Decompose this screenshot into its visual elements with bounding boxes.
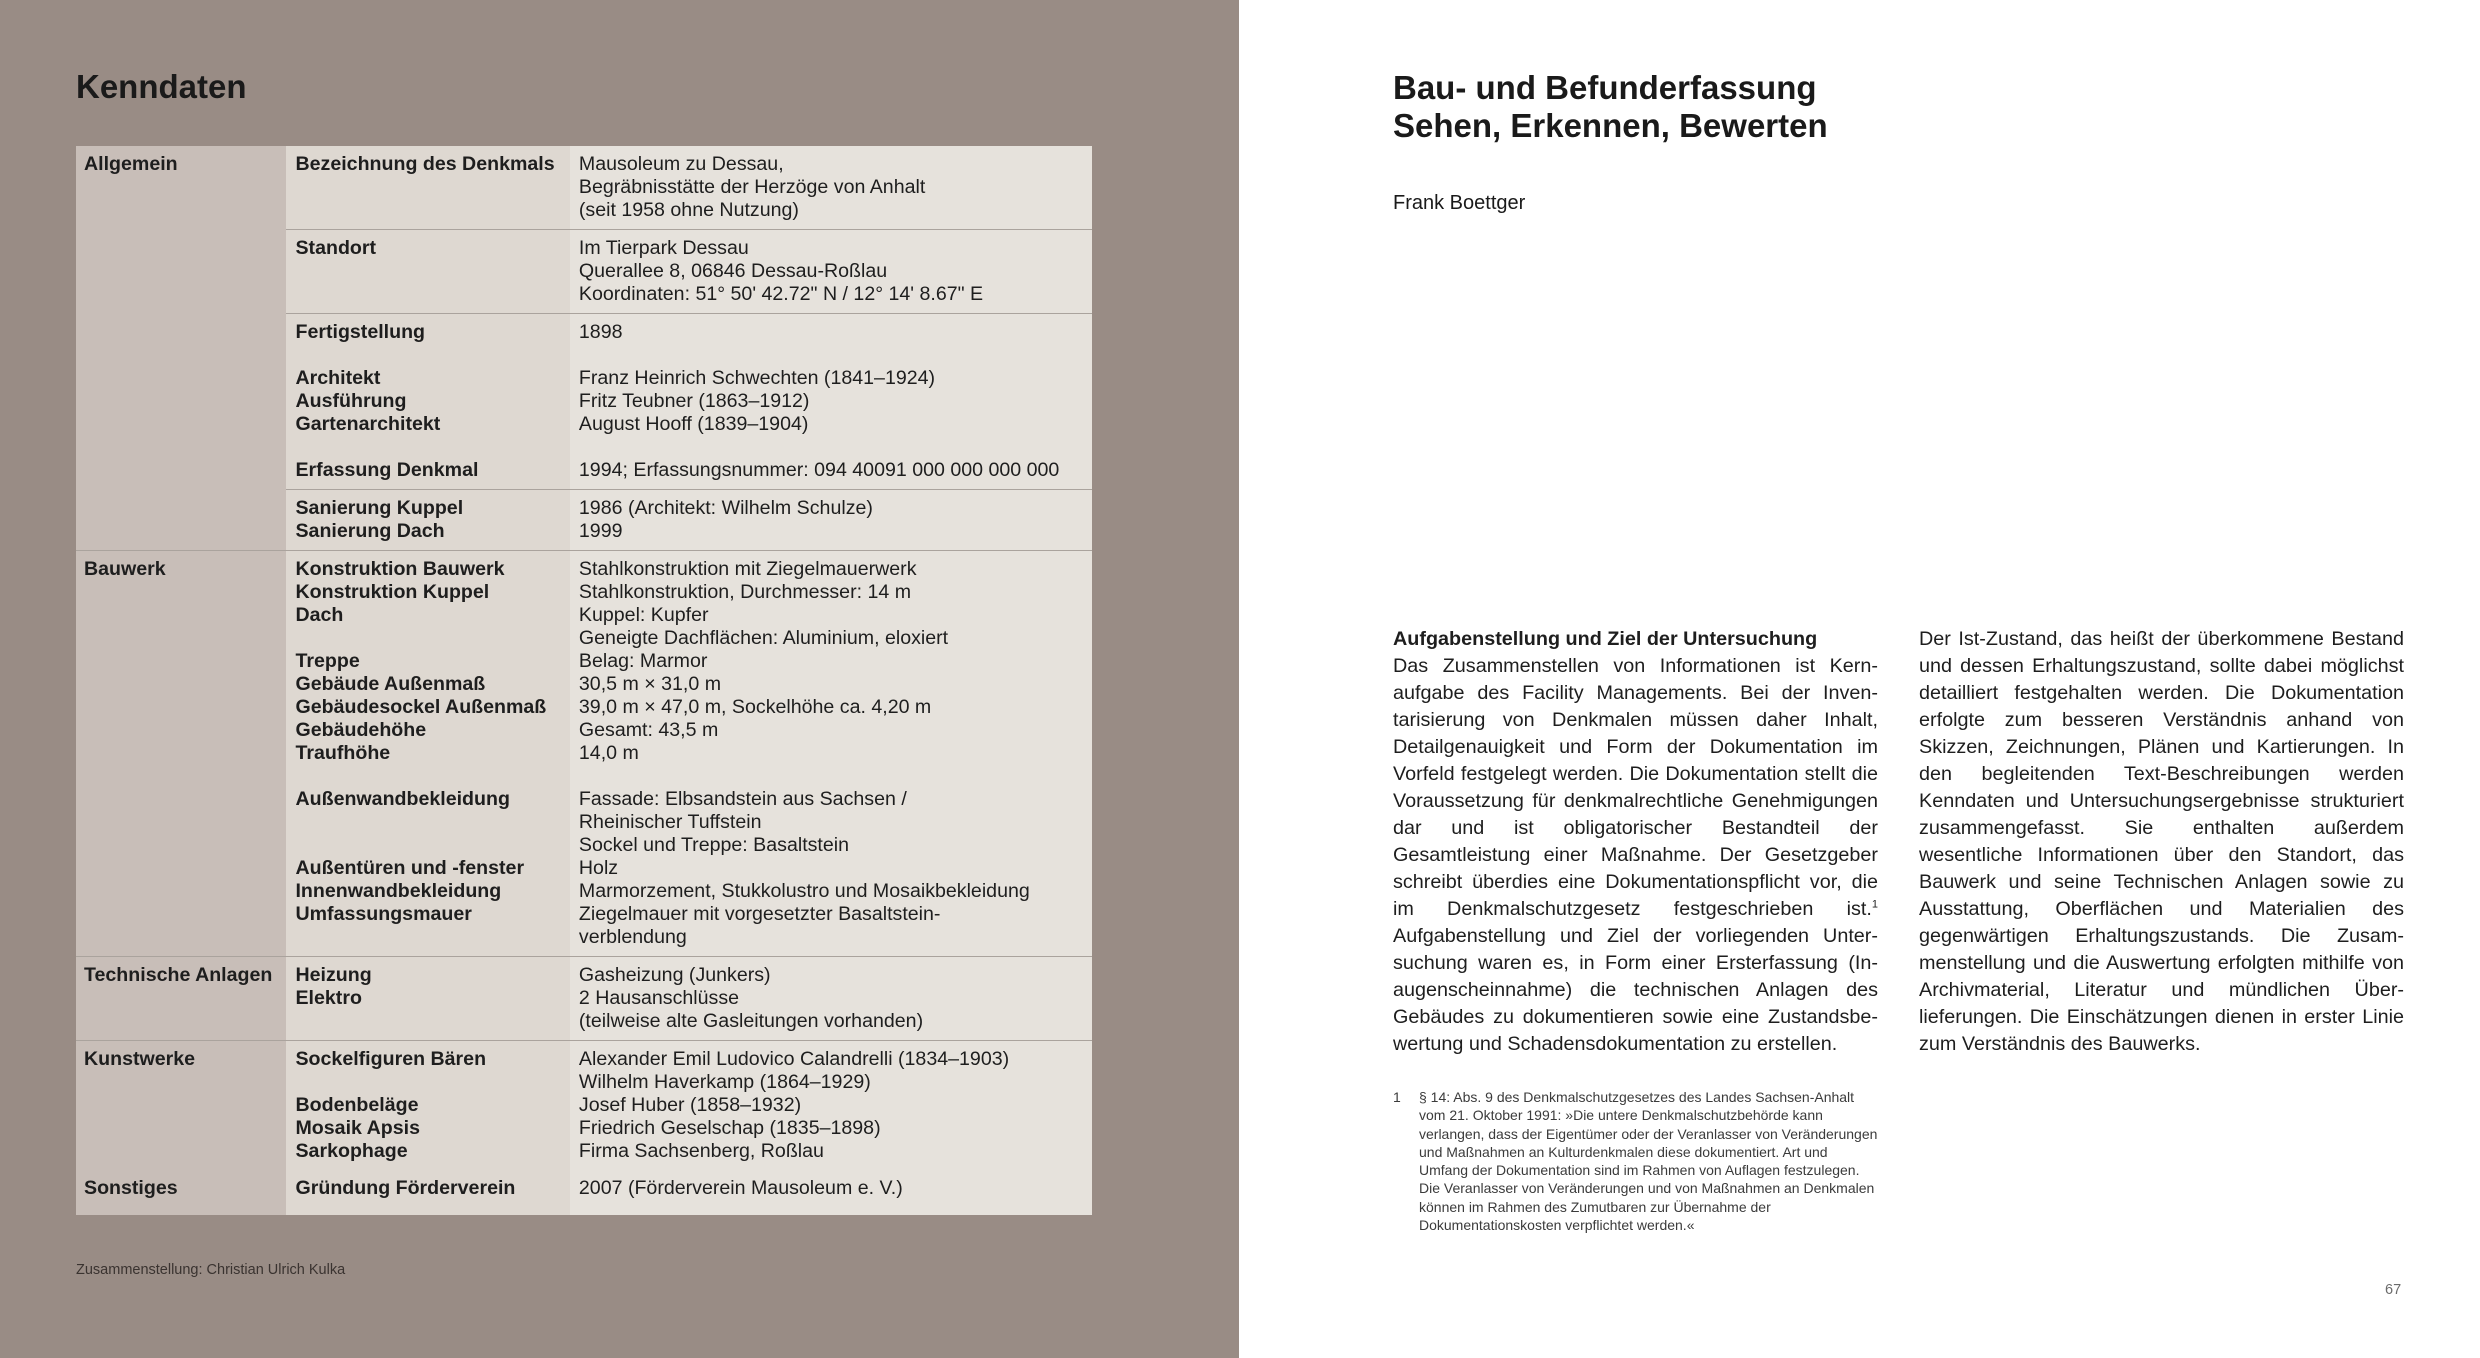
row-value: Josef Huber (1858–1932) xyxy=(578,1094,802,1116)
row-value: Belag: Marmor xyxy=(578,650,708,672)
row-label: Sanierung Dach xyxy=(295,520,445,542)
table-row xyxy=(76,957,1092,1041)
footnote-text: § 14: Abs. 9 des Denkmalschutzgesetzes des Landes Sachsen-Anhalt vom 21. Oktober 1991: »Die untere Denkmalschutzbehörde kann verlangen, dass der Eigentümer oder der Veranlasser von Veränderungen und Maßnahmen an Kulturdenkmalen diese dokumentiert. Art und Umfang der Dokumentation sind im Rahmen von Auflagen festzulegen. Die Veranlasser von Veränderungen und von Maßnahmen an Denkmalen können im Rahmen des Zumutbaren zur Übernahme der Dokumentationskosten verpflichtet werden.« xyxy=(1419,1089,1878,1234)
row-value: Stahlkonstruktion, Durchmesser: 14 m xyxy=(578,581,912,603)
row-value: Geneigte Dachflächen: Aluminium, eloxiert xyxy=(578,627,949,649)
row-value: Firma Sachsenberg, Roßlau xyxy=(578,1140,824,1162)
row-value: Fritz Teubner (1863–1912) xyxy=(578,390,810,412)
row-label: Sanierung Kuppel xyxy=(295,497,464,519)
value-cell xyxy=(570,314,1092,490)
row-label: Konstruktion Bauwerk xyxy=(295,558,505,580)
chapter-subtitle: Sehen, Erkennen, Bewerten xyxy=(1393,107,1828,144)
row-value: 2 Hausanschlüsse xyxy=(578,987,740,1009)
category-cell: Kunstwerke xyxy=(76,1041,286,1171)
footnote-ref[interactable]: 1 xyxy=(1871,898,1878,911)
body-paragraph xyxy=(1393,653,1878,1058)
row-value: Franz Heinrich Schwechten (1841–1924) xyxy=(578,367,936,389)
value-cell xyxy=(570,230,1092,314)
row-label: Mosaik Apsis xyxy=(295,1117,420,1139)
row-label: Heizung xyxy=(295,964,372,986)
row-value: Stahlkonstruktion mit Ziegelmauerwerk xyxy=(578,558,917,580)
row-label: Umfassungsmauer xyxy=(295,903,472,925)
right-page xyxy=(1239,0,2480,1358)
row-value: 1986 (Architekt: Wilhelm Schulze) xyxy=(578,497,873,519)
row-label: Gebäudehöhe xyxy=(295,719,427,741)
table-row xyxy=(76,1041,1092,1171)
row-value: Fassade: Elbsandstein aus Sachsen / xyxy=(578,788,907,810)
row-value: Gasheizung (Junkers) xyxy=(578,964,771,986)
label-cell xyxy=(286,490,569,551)
row-label: Bodenbeläge xyxy=(295,1094,419,1116)
category-cell: Allgemein xyxy=(76,146,286,551)
table-row xyxy=(76,146,1092,230)
author-name: Frank Boettger xyxy=(1393,192,1526,214)
value-cell xyxy=(570,490,1092,551)
chapter-title: Bau- und Befunderfassung xyxy=(1393,69,1817,106)
row-value: Marmorzement, Stukkolustro und Mosaikbekleidung xyxy=(578,880,1030,902)
row-value: 1999 xyxy=(578,520,623,542)
text-column-1 xyxy=(1393,626,1878,1058)
row-label: Architekt xyxy=(295,367,381,389)
row-label: Dach xyxy=(295,604,344,626)
row-label: Traufhöhe xyxy=(295,742,391,764)
category-cell: Sonstiges xyxy=(76,1170,286,1215)
row-label: Gründung Förderverein xyxy=(295,1177,516,1199)
row-value: Mausoleum zu Dessau, xyxy=(578,153,784,175)
label-cell xyxy=(286,957,569,1041)
row-value: Querallee 8, 06846 Dessau-Roßlau xyxy=(578,260,888,282)
page-number: 67 xyxy=(2385,1282,2402,1298)
row-label: Sockelfiguren Bären xyxy=(295,1048,487,1070)
row-value: 2007 (Förderverein Mausoleum e. V.) xyxy=(578,1177,903,1199)
row-label: Konstruktion Kuppel xyxy=(295,581,490,603)
row-value: Sockel und Treppe: Basaltstein xyxy=(578,834,850,856)
row-label: Außenwandbekleidung xyxy=(295,788,510,810)
row-value: Gesamt: 43,5 m xyxy=(578,719,719,741)
row-value: 39,0 m × 47,0 m, Sockelhöhe ca. 4,20 m xyxy=(578,696,932,718)
value-cell xyxy=(570,1170,1092,1215)
row-label: Gartenarchitekt xyxy=(295,413,441,435)
row-value: (teilweise alte Gasleitungen vorhanden) xyxy=(578,1010,924,1032)
label-cell xyxy=(286,146,569,230)
value-cell xyxy=(570,146,1092,230)
category-cell: Bauwerk xyxy=(76,551,286,957)
row-value: Friedrich Geselschap (1835–1898) xyxy=(578,1117,881,1139)
row-label: Fertigstellung xyxy=(295,321,426,343)
value-cell xyxy=(570,551,1092,957)
label-cell xyxy=(286,230,569,314)
row-value: Im Tierpark Dessau xyxy=(578,237,749,259)
value-cell xyxy=(570,957,1092,1041)
compilation-credit: Zusammenstellung: Christian Ulrich Kulka xyxy=(76,1262,346,1278)
row-value: 14,0 m xyxy=(578,742,639,764)
row-label: Elektro xyxy=(295,987,362,1009)
row-label: Außentüren und -fenster xyxy=(295,857,525,879)
body-text: Das Zusammenstellen von Informationen ist Kernaufgabe des Facility Managements. Bei der Inventarisierung von Denkmalen müssen daher Inhalt, Detailgenauigkeit und Form der Dokumentation im Vorfeld festgelegt werden. Die Dokumentation stellt die Voraussetzung für denkmalrechtliche Genehmigungen dar und ist obligatorischer Bestandteil der Gesamtleistung einer Maßnahme. Der Gesetzgeber schreibt überdies eine Dokumentationspflicht vor, die im Denkmalschutzgesetz festgeschrieben ist. xyxy=(1393,655,1878,920)
row-value: Rheinischer Tuffstein xyxy=(578,811,762,833)
row-label: Erfassung Denkmal xyxy=(295,459,479,481)
label-cell xyxy=(286,1041,569,1171)
section-heading: Aufgabenstellung und Ziel der Untersuchung xyxy=(1393,628,1818,650)
category-cell: Technische Anlagen xyxy=(76,957,286,1041)
row-value: Holz xyxy=(578,857,619,879)
label-cell xyxy=(286,314,569,490)
row-value: Ziegelmauer mit vorgesetzter Basaltstein- xyxy=(578,903,941,925)
label-cell xyxy=(286,551,569,957)
text-column-2 xyxy=(1919,626,2404,1058)
row-value: Koordinaten: 51° 50' 42.72" N / 12° 14' 8.67" E xyxy=(578,283,984,305)
row-label: Standort xyxy=(295,237,377,259)
row-value: verblendung xyxy=(578,926,687,948)
body-paragraph: Der Ist-Zustand, das heißt der überkommene Bestand und dessen Erhaltungszustand, sollte dabei möglichst detailliert festgehalten werden. Die Dokumentation erfolgte zum besseren Verständnis anhand von Skizzen, Zeichnungen, Plänen und Kartierungen. In den begleitenden Text-Beschreibungen werden Kenndaten und Untersuchungsergebnisse strukturiert zusammengefasst. Sie enthalten außerdem wesentliche Informationen über den Standort, das Bauwerk und seine Technischen Anlagen sowie zu Ausstattung, Oberflächen und Materialien des gegenwärtigen Erhaltungszustands. Die Zusammenstellung und die Auswertung erfolgten mithilfe von Archivmaterial, Literatur und mündlichen Überlieferungen. Die Einschätzungen dienen in erster Linie zum Verständnis des Bauwerks. xyxy=(1919,628,2404,1055)
row-label: Ausführung xyxy=(295,390,407,412)
row-label: Gebäudesockel Außenmaß xyxy=(295,696,547,718)
kenndaten-title: Kenndaten xyxy=(76,68,247,105)
row-label: Sarkophage xyxy=(295,1140,408,1162)
row-value: Kuppel: Kupfer xyxy=(578,604,709,626)
footnote-number: 1 xyxy=(1393,1089,1401,1105)
row-label: Innenwandbekleidung xyxy=(295,880,502,902)
row-value: August Hooff (1839–1904) xyxy=(578,413,809,435)
left-page xyxy=(0,0,1239,1358)
value-cell xyxy=(570,1041,1092,1171)
footnote xyxy=(1393,1088,1878,1234)
row-value: 1994; Erfassungsnummer: 094 40091 000 000 000 000 xyxy=(578,459,1060,481)
body-text: Aufgabenstellung und Ziel der vorliegenden Untersuchung waren es, in Form einer Ersterfassung (Inaugenscheinnahme) die technischen Anlagen des Gebäudes zu dokumentieren sowie eine Zustandsbewertung und Schadensdokumentation zu erstellen. xyxy=(1393,925,1878,1055)
table-row xyxy=(76,1170,1092,1215)
row-value: Alexander Emil Ludovico Calandrelli (1834–1903) xyxy=(578,1048,1010,1070)
table-row xyxy=(76,551,1092,957)
row-value: Wilhelm Haverkamp (1864–1929) xyxy=(578,1071,871,1093)
kenndaten-table xyxy=(76,146,1092,1215)
row-value: (seit 1958 ohne Nutzung) xyxy=(578,199,799,221)
row-value: Begräbnisstätte der Herzöge von Anhalt xyxy=(578,176,926,198)
row-value: 30,5 m × 31,0 m xyxy=(578,673,722,695)
row-value: 1898 xyxy=(578,321,623,343)
row-label: Bezeichnung des Denkmals xyxy=(295,153,555,175)
label-cell xyxy=(286,1170,569,1215)
row-label: Treppe xyxy=(295,650,360,672)
row-label: Gebäude Außenmaß xyxy=(295,673,486,695)
